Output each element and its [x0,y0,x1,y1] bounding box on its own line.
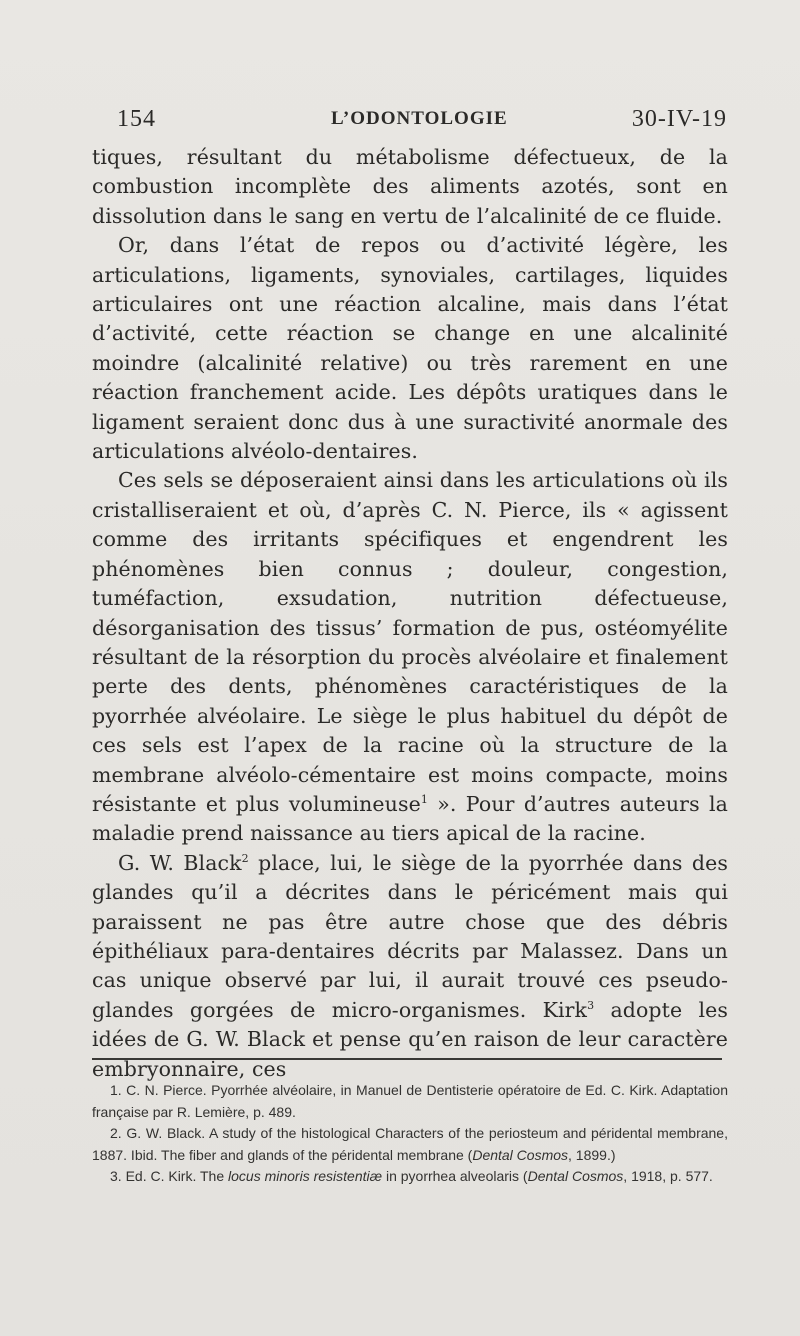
paragraph-2: Or, dans l’état de repos ou d’activité légère, les articulations, ligaments, synoviales, cartilages, liquides articulaires ont une réaction alcaline, mais dans l’état d’activité, cette réaction se change en une alcalinité moindre (alcalinité relative) ou très rarement en une réaction franchement acide. Les dépôts uratiques dans le ligament seraient donc dus à une suractivité anormale des articulations alvéolo-dentaires. [92,233,728,464]
footnote-divider [92,1058,722,1060]
paragraph-4-middle: place, lui, le siège de la pyorrhée dans des glandes qu’il a décrites dans le péricément mais qui paraissent ne pas être autre chose que des débris épithéliaux para-dentaires décrits par Malassez. Dans un cas unique observé par lui, il aurait trouvé ces pseudo-glandes gorgées de micro-organismes. Kirk [92,850,728,1022]
footnote-3-journal: Dental Cosmos [527,1168,624,1184]
footnote-2-end: , 1899.) [568,1146,616,1163]
footnote-3-title: locus minoris resistentiæ [228,1168,383,1184]
journal-title: L’ODONTOLOGIE [331,108,508,129]
footnote-3 [92,1166,728,1188]
footnote-ref-2: 2 [241,851,249,865]
footnotes [92,1080,728,1188]
footnote-1: 1. C. N. Pierce. Pyorrhée alvéolaire, in Manuel de Dentisterie opératoire de Ed. C. Kirk. Adaptation française par R. Lemière, p. 489. [92,1082,728,1120]
footnote-ref-1: 1 [420,793,428,807]
paragraph-4-start: G. W. Black [118,850,242,875]
footnote-2-text: 2. G. W. Black. A study of the histological Characters of the periosteum and péridental membrane, 1887. Ibid. The fiber and glands of the péridental membrane ( [92,1125,728,1163]
footnote-3-text: 3. Ed. C. Kirk. The [110,1168,229,1184]
body-text [92,143,728,1084]
paragraph-3-end: ». Pour d’autres auteurs la maladie prend naissance au tiers apical de la racine. [92,791,728,846]
footnote-3-middle: in pyorrhea alveolaris ( [382,1168,528,1184]
paragraph-3 [92,466,728,848]
footnote-ref-3: 3 [587,998,595,1012]
running-header [117,106,727,136]
footnote-2-journal: Dental Cosmos [472,1146,569,1163]
paragraph-4 [92,849,728,1084]
paragraph-1: tiques, résultant du métabolisme défectueux, de la combustion incomplète des aliments azotés, sont en dissolution dans le sang en vertu de l’alcalinité de ce fluide. [92,145,728,228]
issue-date: 30-IV-19 [631,106,727,132]
page-number: 154 [117,106,156,132]
footnote-2 [92,1123,728,1166]
paragraph-3-text: Ces sels se déposeraient ainsi dans les articulations où ils cristalliseraient et où, d’après C. N. Pierce, ils « agissent comme des irritants spécifiques et engendrent les phénomènes bien connus ; douleur, congestion, tuméfaction, exsudation, nutrition défectueuse, désorganisation des tissus’ formation de pus, ostéomyélite résultant de la résorption du procès alvéolaire et finalement perte des dents, phénomènes caractéristiques de la pyorrhée alvéolaire. Le siège le plus habituel du dépôt de ces sels est l’apex de la racine où la structure de la membrane alvéolo-cémentaire est moins compacte, moins résistante et plus volumineuse [92,468,728,816]
paragraph-4-end: adopte les idées de G. W. Black et pense qu’en raison de leur caractère embryonnaire, ces [92,997,728,1081]
footnote-3-end: , 1918, p. 577. [623,1168,713,1184]
